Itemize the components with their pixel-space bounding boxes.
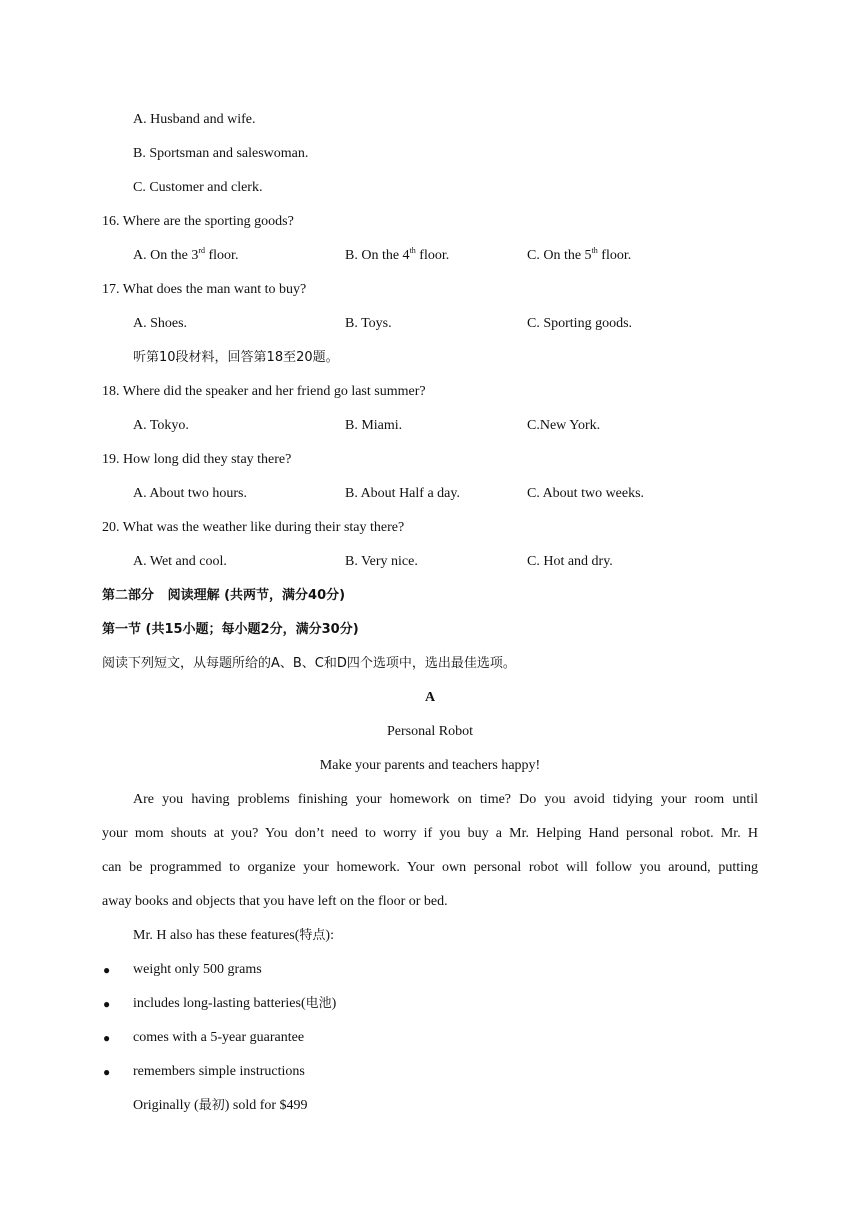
q19-question-row xyxy=(0,450,860,470)
bullet-icon: ● xyxy=(103,1065,111,1079)
passage-line-3: can be programmed to organize your homework. Your own personal robot will follow you around, putting xyxy=(102,860,758,875)
q20-option-c: C. Hot and dry. xyxy=(527,554,613,569)
q19-option-a: A. About two hours. xyxy=(133,486,247,501)
passage-line-1-row xyxy=(0,790,860,810)
features-intro: Mr. H also has these features(特点): xyxy=(133,928,334,943)
price-row xyxy=(0,1096,860,1116)
part2-heading-row xyxy=(0,586,860,606)
price-text: Originally (最初) sold for $499 xyxy=(133,1098,308,1113)
q17-option-c: C. Sporting goods. xyxy=(527,316,633,331)
q15-option-c: C. Customer and clerk. xyxy=(133,180,263,195)
q16-option-b: B. On the 4th floor. xyxy=(345,246,450,263)
passage-line-2: your mom shouts at you? You don’t need to worry if you buy a Mr. Helping Hand personal robot. Mr. H xyxy=(102,826,758,841)
passage-subtitle: Make your parents and teachers happy! xyxy=(319,758,541,773)
bullet-icon: ● xyxy=(103,1031,111,1045)
instructions-row xyxy=(0,654,860,674)
q18-question-row xyxy=(0,382,860,402)
q18-option-b: B. Miami. xyxy=(345,418,403,433)
q19-options-row xyxy=(0,484,860,504)
passage-line-4: away books and objects that you have left on the floor or bed. xyxy=(102,894,448,909)
feature-item xyxy=(0,1062,860,1082)
q18-options-row xyxy=(0,416,860,436)
q20-question-row xyxy=(0,518,860,538)
passage-subtitle-row xyxy=(0,756,860,776)
section1-heading: 第一节 (共15小题；每小题2分，满分30分) xyxy=(102,622,359,637)
feature-text: comes with a 5-year guarantee xyxy=(133,1030,305,1045)
q18-option-c: C.New York. xyxy=(527,418,601,433)
feature-text: remembers simple instructions xyxy=(133,1064,305,1079)
section10-row xyxy=(0,348,860,368)
passage-line-2-row xyxy=(0,824,860,844)
bullet-icon: ● xyxy=(103,997,111,1011)
q18-option-a: A. Tokyo. xyxy=(133,418,189,433)
section1-heading-row xyxy=(0,620,860,640)
q17-option-b: B. Toys. xyxy=(345,316,392,331)
q15-option-a: A. Husband and wife. xyxy=(133,112,256,127)
passage-title-row xyxy=(0,722,860,742)
features-intro-row xyxy=(0,926,860,946)
q15-option-a-row xyxy=(0,110,860,130)
section10-instruction: 听第10段材料，回答第18至20题。 xyxy=(133,350,339,365)
passage-title: Personal Robot xyxy=(387,724,473,739)
q18-question: 18. Where did the speaker and her friend go last summer? xyxy=(102,384,426,399)
reading-instructions: 阅读下列短文，从每题所给的A、B、C和D四个选项中，选出最佳选项。 xyxy=(102,656,516,671)
passage-letter-row xyxy=(0,688,860,708)
q15-option-c-row xyxy=(0,178,860,198)
q17-question: 17. What does the man want to buy? xyxy=(102,282,307,297)
q17-options-row xyxy=(0,314,860,334)
q20-option-a: A. Wet and cool. xyxy=(133,554,227,569)
q16-question-row xyxy=(0,212,860,232)
q15-option-b-row xyxy=(0,144,860,164)
q16-option-c: C. On the 5th floor. xyxy=(527,246,632,263)
passage-line-1: Are you having problems finishing your homework on time? Do you avoid tidying your room until xyxy=(133,792,758,807)
q17-question-row xyxy=(0,280,860,300)
feature-item xyxy=(0,1028,860,1048)
feature-text: includes long-lasting batteries(电池) xyxy=(133,996,337,1011)
feature-item xyxy=(0,960,860,980)
q20-options-row xyxy=(0,552,860,572)
q19-option-b: B. About Half a day. xyxy=(345,486,460,501)
q16-question: 16. Where are the sporting goods? xyxy=(102,214,294,229)
passage-letter: A xyxy=(424,690,436,705)
part2-heading: 第二部分 阅读理解 (共两节，满分40分) xyxy=(102,588,346,603)
passage-line-3-row xyxy=(0,858,860,878)
q15-option-b: B. Sportsman and saleswoman. xyxy=(133,146,309,161)
feature-text: weight only 500 grams xyxy=(133,962,262,977)
feature-item xyxy=(0,994,860,1014)
q16-option-a: A. On the 3rd floor. xyxy=(133,246,239,263)
q16-options-row xyxy=(0,246,860,266)
passage-line-4-row xyxy=(0,892,860,912)
bullet-icon: ● xyxy=(103,963,111,977)
q17-option-a: A. Shoes. xyxy=(133,316,188,331)
q20-question: 20. What was the weather like during their stay there? xyxy=(102,520,405,535)
q20-option-b: B. Very nice. xyxy=(345,554,418,569)
q19-option-c: C. About two weeks. xyxy=(527,486,645,501)
q19-question: 19. How long did they stay there? xyxy=(102,452,292,467)
